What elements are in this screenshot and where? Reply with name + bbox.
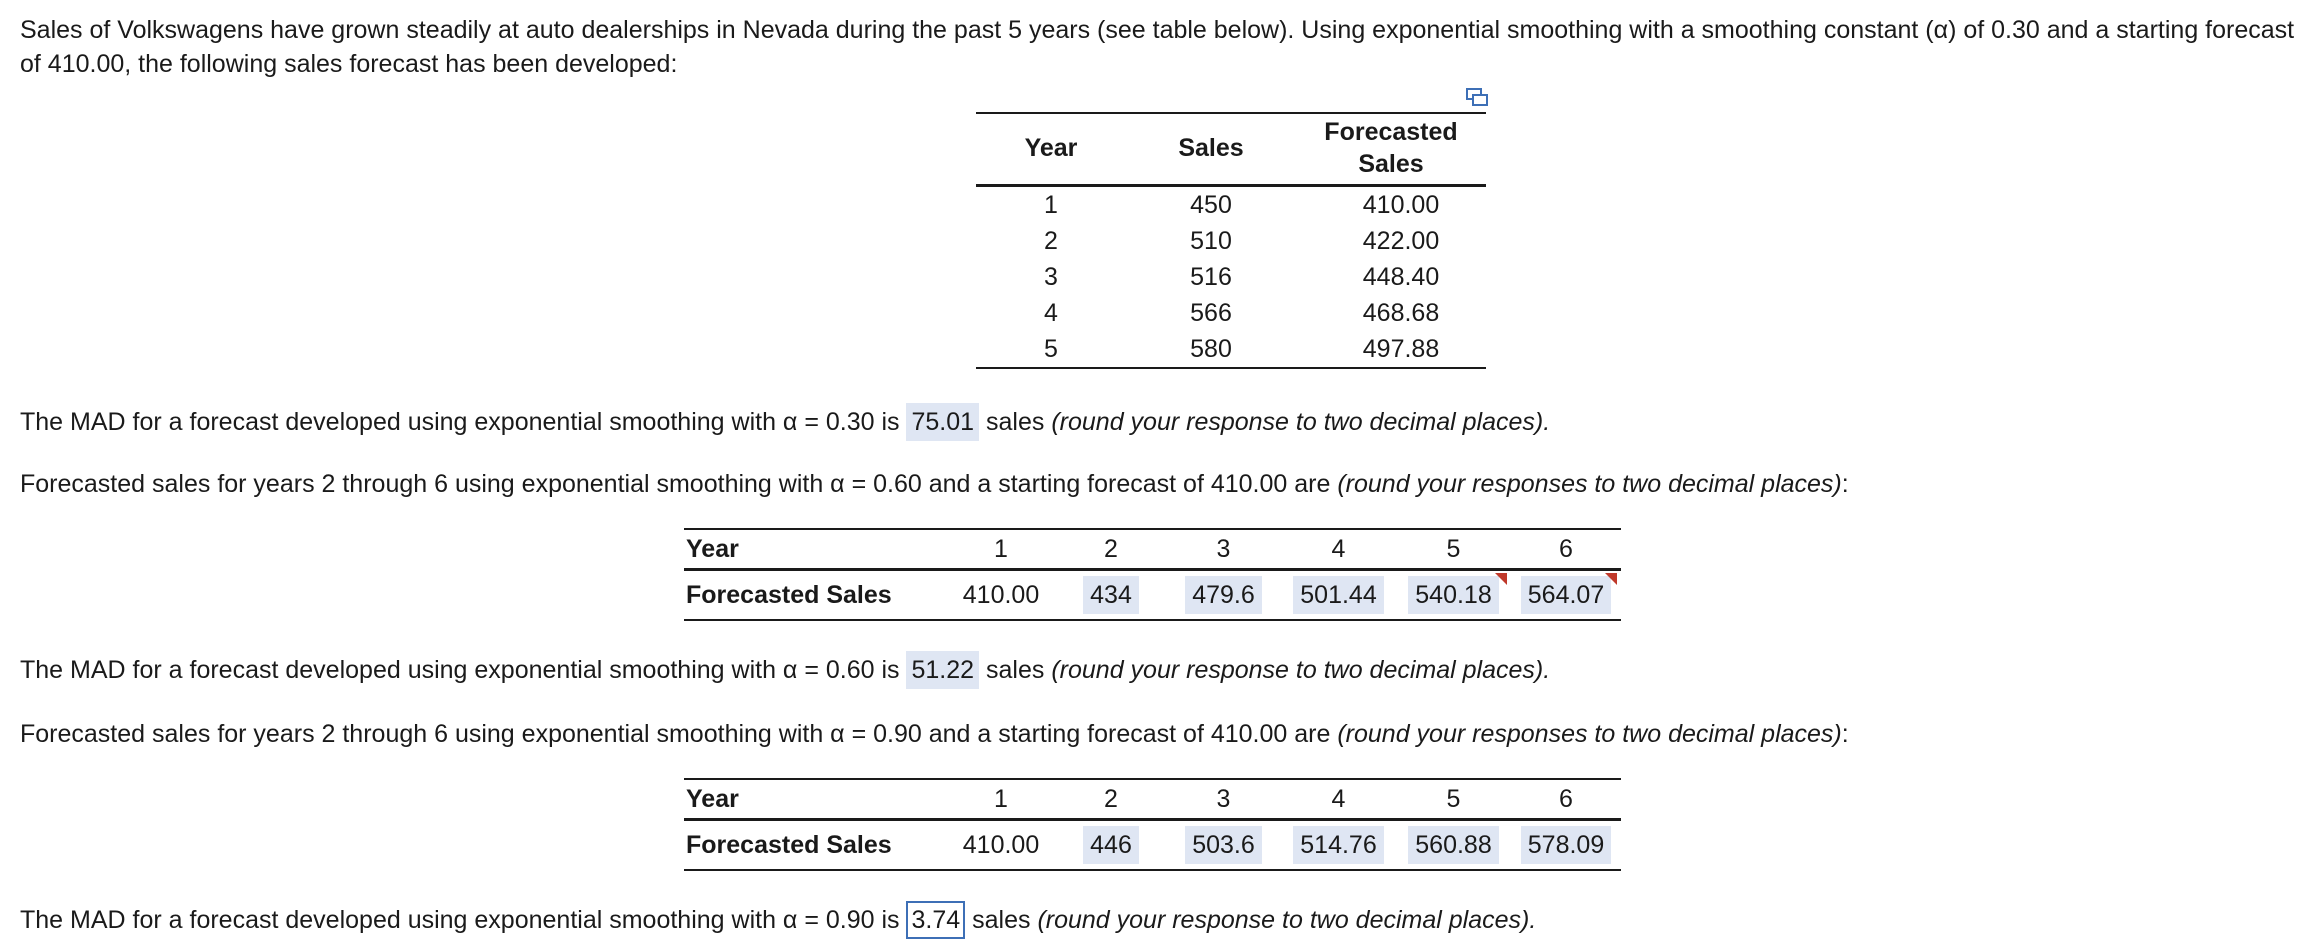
forecast-cell: 410.00 (1362, 191, 1440, 219)
table-row (976, 295, 1486, 331)
table-row (976, 223, 1486, 259)
year-cell: 2 (1056, 529, 1166, 570)
table-row (684, 820, 1621, 871)
col-header-forecasted-sales: Forecasted Sales (1296, 113, 1486, 186)
row-label-forecasted-sales: Forecasted Sales (686, 580, 892, 609)
forecast-input-year-2[interactable]: 446 (1083, 826, 1139, 864)
forecast-table-alpha-060 (684, 528, 1621, 621)
sales-cell: 566 (1190, 299, 1232, 327)
forecast-value-year-1: 410.00 (962, 580, 1040, 609)
forecast-input-year-5[interactable]: 560.88 (1408, 826, 1498, 864)
year-cell: 1 (1044, 191, 1058, 219)
forecast-table-alpha-090 (684, 778, 1621, 871)
forecast-cell: 448.40 (1362, 263, 1440, 291)
sales-data-table (976, 112, 1486, 369)
forecast-input-year-3[interactable]: 503.6 (1185, 826, 1262, 864)
forecast-input-year-6[interactable]: 564.07 (1521, 576, 1611, 614)
mad-answer-030[interactable]: 75.01 (906, 403, 979, 441)
table-header-row (976, 113, 1486, 186)
year-cell: 3 (1166, 779, 1281, 820)
question-alpha-060: Forecasted sales for years 2 through 6 using exponential smoothing with α = 0.60 and a starting forecast of 410.00 are (round your responses to two decimal places): (20, 470, 1849, 498)
mad-line-060: The MAD for a forecast developed using exponential smoothing with α = 0.60 is 51.22 sales (round your response to two decimal places). (20, 651, 1550, 689)
row-label-year: Year (684, 529, 946, 570)
mad-line-030: The MAD for a forecast developed using exponential smoothing with α = 0.30 is 75.01 sales (round your response to two decimal places). (20, 403, 1550, 441)
incorrect-flag-icon (1605, 573, 1617, 585)
col-header-year: Year (976, 113, 1126, 186)
year-cell: 5 (1396, 529, 1511, 570)
year-cell: 2 (1044, 227, 1058, 255)
forecast-cell: 468.68 (1362, 299, 1440, 327)
sales-cell: 516 (1190, 263, 1232, 291)
mad-answer-090[interactable]: 3.74 (906, 901, 965, 939)
forecast-cell: 497.88 (1362, 335, 1440, 363)
forecast-input-year-6[interactable]: 578.09 (1521, 826, 1611, 864)
forecast-cell: 422.00 (1362, 227, 1440, 255)
row-label-year: Year (684, 779, 946, 820)
table-row (684, 570, 1621, 621)
year-cell: 6 (1511, 529, 1621, 570)
incorrect-flag-icon (1495, 573, 1507, 585)
expand-table-icon[interactable] (1466, 86, 1488, 108)
year-cell: 4 (1281, 529, 1396, 570)
year-cell: 4 (1281, 779, 1396, 820)
year-cell: 3 (1166, 529, 1281, 570)
table-row (684, 779, 1621, 820)
mad-answer-060[interactable]: 51.22 (906, 651, 979, 689)
row-label-forecasted-sales: Forecasted Sales (686, 830, 892, 859)
year-cell: 6 (1511, 779, 1621, 820)
sales-cell: 510 (1190, 227, 1232, 255)
year-cell: 4 (1044, 299, 1058, 327)
forecast-input-year-2[interactable]: 434 (1083, 576, 1139, 614)
year-cell: 1 (946, 529, 1056, 570)
question-alpha-090: Forecasted sales for years 2 through 6 using exponential smoothing with α = 0.90 and a starting forecast of 410.00 are (round your responses to two decimal places): (20, 720, 1849, 748)
problem-intro: Sales of Volkswagens have grown steadily at auto dealerships in Nevada during the past 5 years (see table below). Using exponential smoothing with a smoothing constant (α) of 0.30 and a starting forecast of 410.00, the following sales forecast has been developed: (20, 16, 2295, 78)
year-cell: 5 (1396, 779, 1511, 820)
mad-line-090: The MAD for a forecast developed using exponential smoothing with α = 0.90 is 3.74 sales (round your response to two decimal places). (20, 901, 1536, 939)
forecast-input-year-4[interactable]: 501.44 (1293, 576, 1383, 614)
forecast-input-year-4[interactable]: 514.76 (1293, 826, 1383, 864)
year-cell: 2 (1056, 779, 1166, 820)
sales-cell: 580 (1190, 335, 1232, 363)
year-cell: 5 (1044, 335, 1058, 363)
table-row (976, 186, 1486, 224)
sales-cell: 450 (1190, 191, 1232, 219)
forecast-input-year-5[interactable]: 540.18 (1408, 576, 1498, 614)
table-row (684, 529, 1621, 570)
year-cell: 3 (1044, 263, 1058, 291)
table-row (976, 259, 1486, 295)
table-row (976, 331, 1486, 368)
forecast-value-year-1: 410.00 (962, 830, 1040, 859)
year-cell: 1 (946, 779, 1056, 820)
forecast-input-year-3[interactable]: 479.6 (1185, 576, 1262, 614)
col-header-sales: Sales (1126, 113, 1296, 186)
